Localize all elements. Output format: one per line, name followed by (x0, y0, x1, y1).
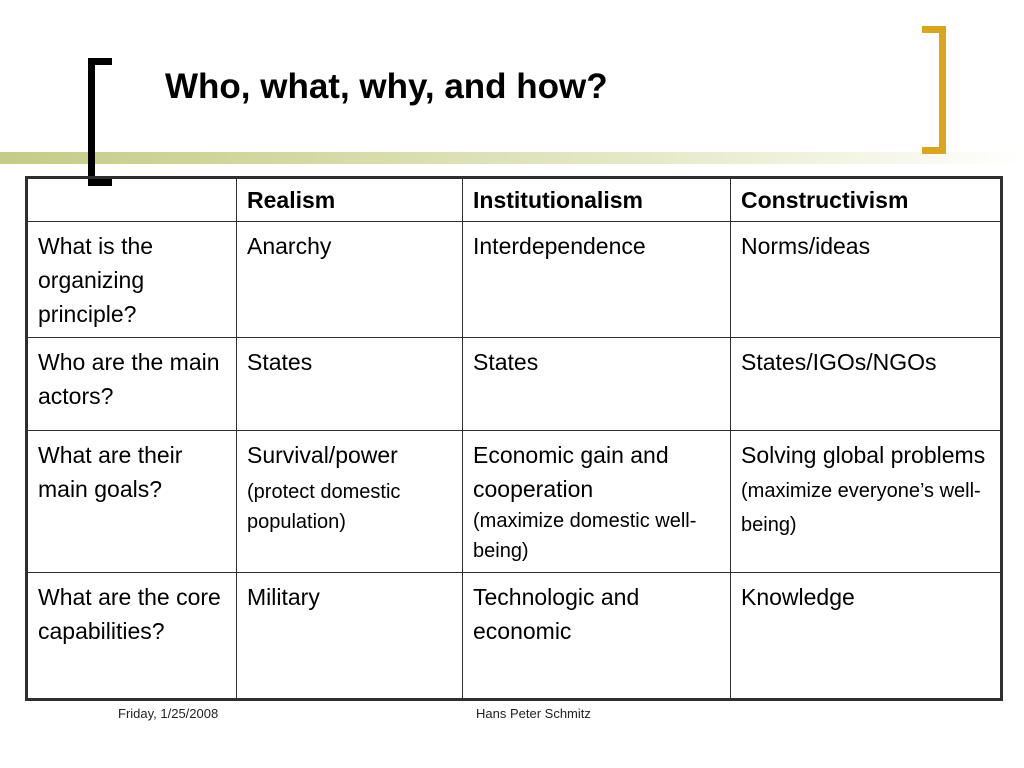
footer-author: Hans Peter Schmitz (476, 706, 591, 721)
header-constructivism: Constructivism (731, 178, 1002, 222)
table-row (27, 573, 1002, 700)
cell-constructivism: States/IGOs/NGOs (731, 338, 1002, 431)
cell-realism: Anarchy (237, 222, 463, 338)
table-row (27, 431, 1002, 573)
left-bracket-ornament (88, 58, 112, 186)
cell-main-text: Economic gain and cooperation (473, 442, 669, 502)
footer-date: Friday, 1/25/2008 (118, 706, 219, 721)
comparison-table (25, 176, 1003, 701)
cell-constructivism: Norms/ideas (731, 222, 1002, 338)
table-header-row (27, 178, 1002, 222)
cell-constructivism (731, 431, 1002, 573)
cell-realism (237, 431, 463, 573)
cell-constructivism: Knowledge (731, 573, 1002, 700)
header-realism: Realism (237, 178, 463, 222)
cell-main-text: Solving global problems (741, 442, 986, 468)
header-empty-cell (27, 178, 237, 222)
cell-main-text: Survival/power (247, 442, 398, 468)
cell-institutionalism (463, 431, 731, 573)
right-bracket-ornament (922, 26, 946, 154)
title-accent-band (0, 152, 1024, 164)
table-row (27, 222, 1002, 338)
cell-institutionalism: States (463, 338, 731, 431)
row-question: Who are the main actors? (27, 338, 237, 431)
slide-title: Who, what, why, and how? (165, 67, 608, 106)
cell-note: (maximize everyone’s well-being) (741, 480, 981, 536)
cell-institutionalism: Interdependence (463, 222, 731, 338)
row-question: What are the core capabilities? (27, 573, 237, 700)
cell-note: (maximize domestic well-being) (473, 510, 697, 562)
table-row (27, 338, 1002, 431)
cell-realism: States (237, 338, 463, 431)
cell-institutionalism: Technologic and economic (463, 573, 731, 700)
cell-realism: Military (237, 573, 463, 700)
cell-note: (protect domestic population) (247, 481, 401, 533)
row-question: What is the organizing principle? (27, 222, 237, 338)
row-question: What are their main goals? (27, 431, 237, 573)
header-institutionalism: Institutionalism (463, 178, 731, 222)
